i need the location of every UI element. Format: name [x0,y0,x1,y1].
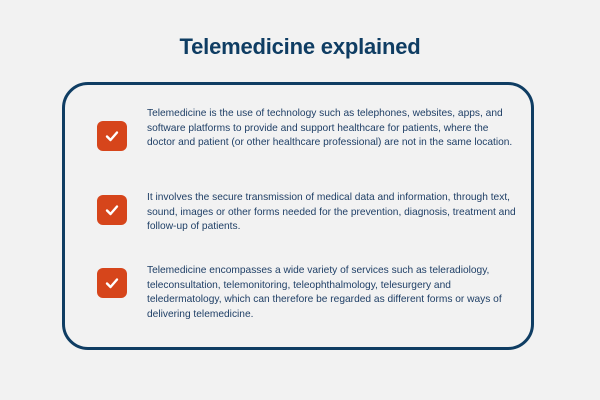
page-title: Telemedicine explained [179,34,421,59]
check-icon [97,268,127,298]
check-icon [97,121,127,151]
check-icon [97,195,127,225]
info-card [62,82,534,350]
item-text: Telemedicine is the use of technology such as telephones, websites, apps, and software platforms to provide and support healthcare for patients, where the doctor and patient (or other healthcare professional) are not in the same location. [147,108,513,148]
item-text: It involves the secure transmission of medical data and information, through text, sound, images or other forms needed for the prevention, diagnosis, treatment and follow-up of patients. [147,192,516,232]
item-text: Telemedicine encompasses a wide variety of services such as teleradiology, teleconsultation, telemonitoring, teleophthalmology, telesurgery and teledermatology, which can therefore be regarded as different forms or ways of delivering telemedicine. [147,265,502,320]
